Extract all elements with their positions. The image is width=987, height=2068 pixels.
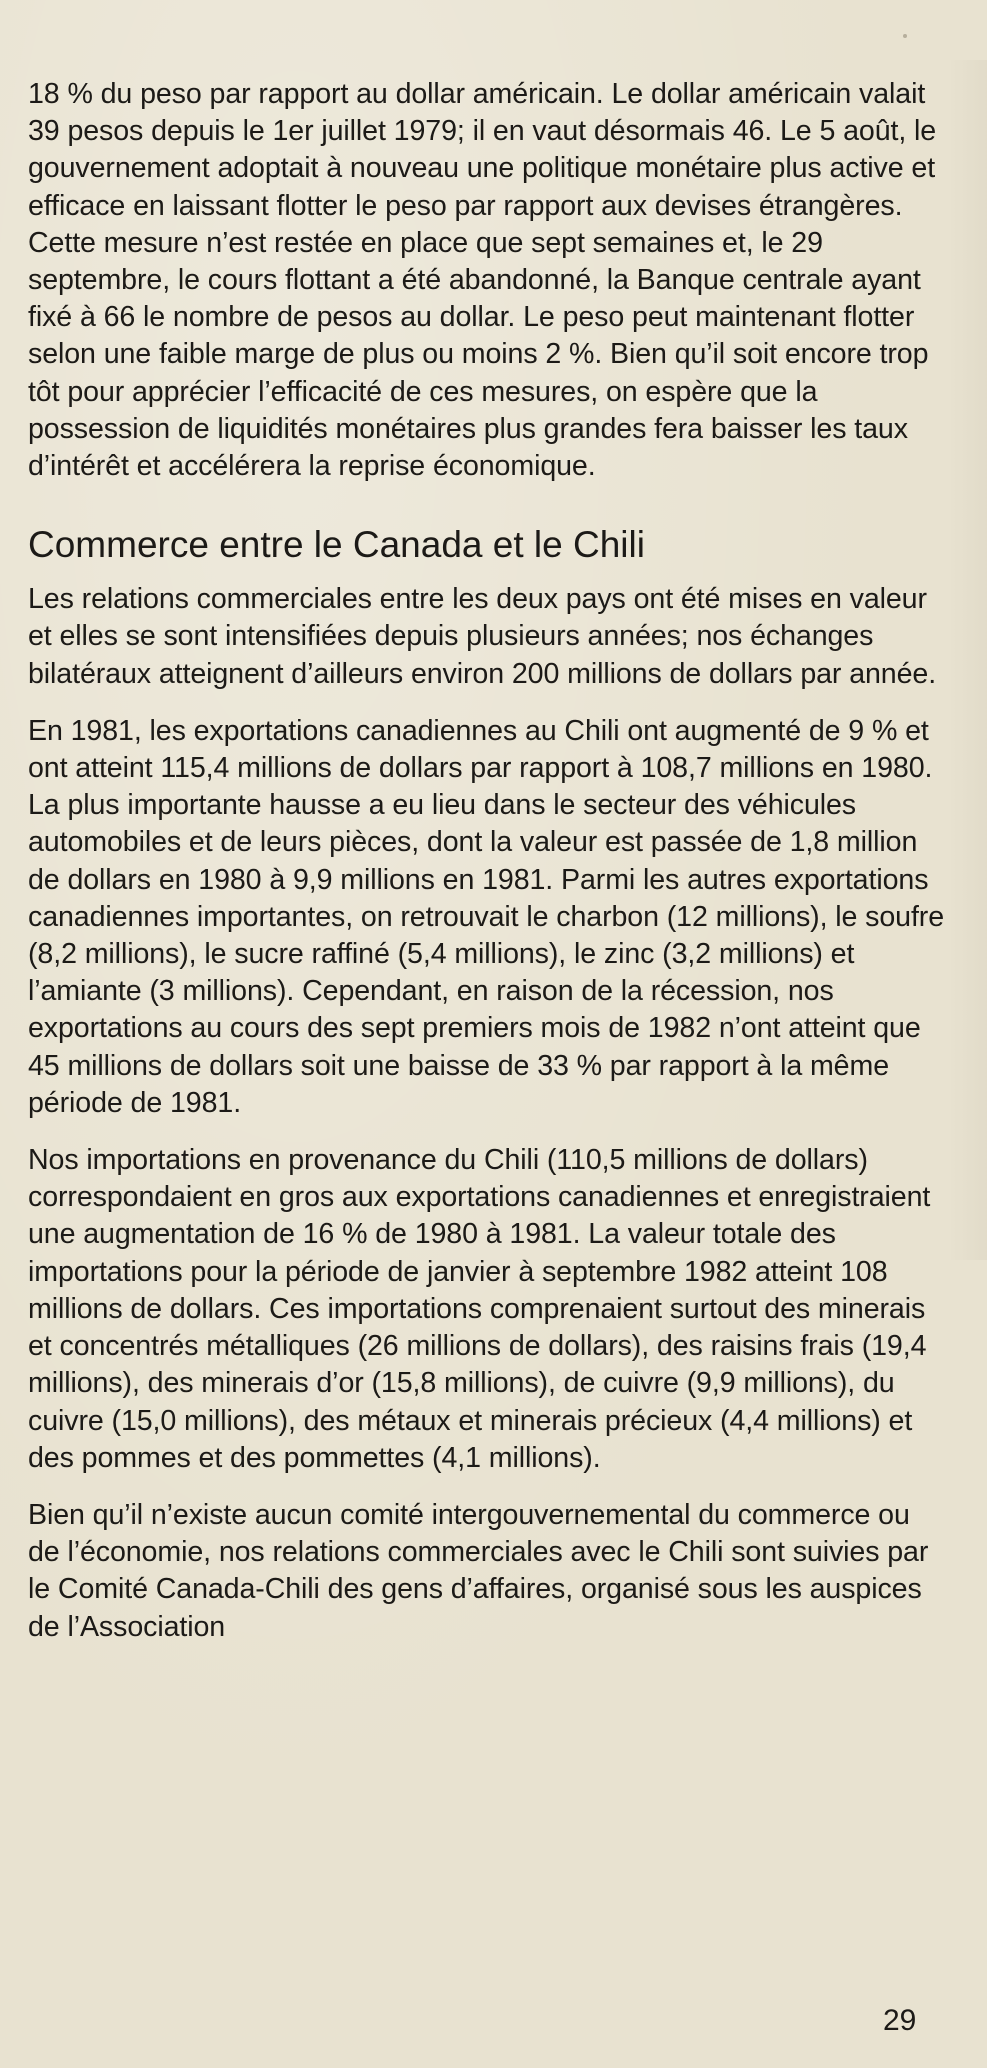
section-heading: Commerce entre le Canada et le Chili <box>28 524 645 566</box>
page-edge-shadow <box>947 60 987 1260</box>
print-speck <box>903 34 907 38</box>
paragraph-trade-relations: Les relations commerciales entre les deux pays ont été mises en valeur et elles se sont intensifiées depuis plusieurs années; nos échanges bilatéraux atteignent d’ailleurs environ 200 millions de dollars par année. <box>28 583 937 690</box>
page-number: 29 <box>883 2004 917 2037</box>
paragraph-imports: Nos importations en provenance du Chili (110,5 millions de dollars) correspondaient en gros aux exportations canadiennes et enregistraient une augmentation de 16 % de 1980 à 1981. La valeur totale des importations pour la période de janvier à septembre 1982 atteint 108 millions de dollars. Ces importations comprenaient surtout des minerais et concentrés métalliques (26 millions de dollars), des raisins frais (19,4 millions), des minerais d’or (15,8 millions), de cuivre (9,9 millions), du cuivre (15,0 millions), des métaux et minerais précieux (4,4 millions) et des pommes et des pommettes (4,1 millions). <box>28 1144 931 1474</box>
paragraph-peso-exchange: 18 % du peso par rapport au dollar américain. Le dollar américain valait 39 pesos depuis le 1er juillet 1979; il en vaut désormais 46. Le 5 août, le gouvernement adoptait à nouveau une politique monétaire plus active et efficace en laissant flotter le peso par rapport aux devises étrangères. Cette mesure n’est restée en place que sept semaines et, le 29 septembre, le cours flottant a été abandonné, la Banque centrale ayant fixé à 66 le nombre de pesos au dollar. Le peso peut maintenant flotter selon une faible marge de plus ou moins 2 %. Bien qu’il soit encore trop tôt pour apprécier l’efficacité de ces mesures, on espère que la possession de liquidités monétaires plus grandes fera baisser les taux d’intérêt et accélérera la reprise économique. <box>28 78 937 483</box>
paragraph-business-committee: Bien qu’il n’existe aucun comité intergouvernemental du commerce ou de l’économie, nos relations commerciales avec le Chili sont suivies par le Comité Canada-Chili des gens d’affaires, organisé sous les auspices de l’Association <box>28 1498 929 1643</box>
text-column <box>28 76 946 1666</box>
paragraph-exports: En 1981, les exportations canadiennes au Chili ont augmenté de 9 % et ont atteint 115,4 millions de dollars par rapport à 108,7 millions en 1980. La plus importante hausse a eu lieu dans le secteur des véhicules automobiles et de leurs pièces, dont la valeur est passée de 1,8 million de dollars en 1980 à 9,9 millions en 1981. Parmi les autres exportations canadiennes importantes, on retrouvait le charbon (12 millions), le soufre (8,2 millions), le sucre raffiné (5,4 millions), le zinc (3,2 millions) et l’amiante (3 millions). Cependant, en raison de la récession, nos exportations au cours des sept premiers mois de 1982 n’ont atteint que 45 millions de dollars soit une baisse de 33 % par rapport à la même période de 1981. <box>28 714 945 1119</box>
print-speck <box>759 806 762 809</box>
